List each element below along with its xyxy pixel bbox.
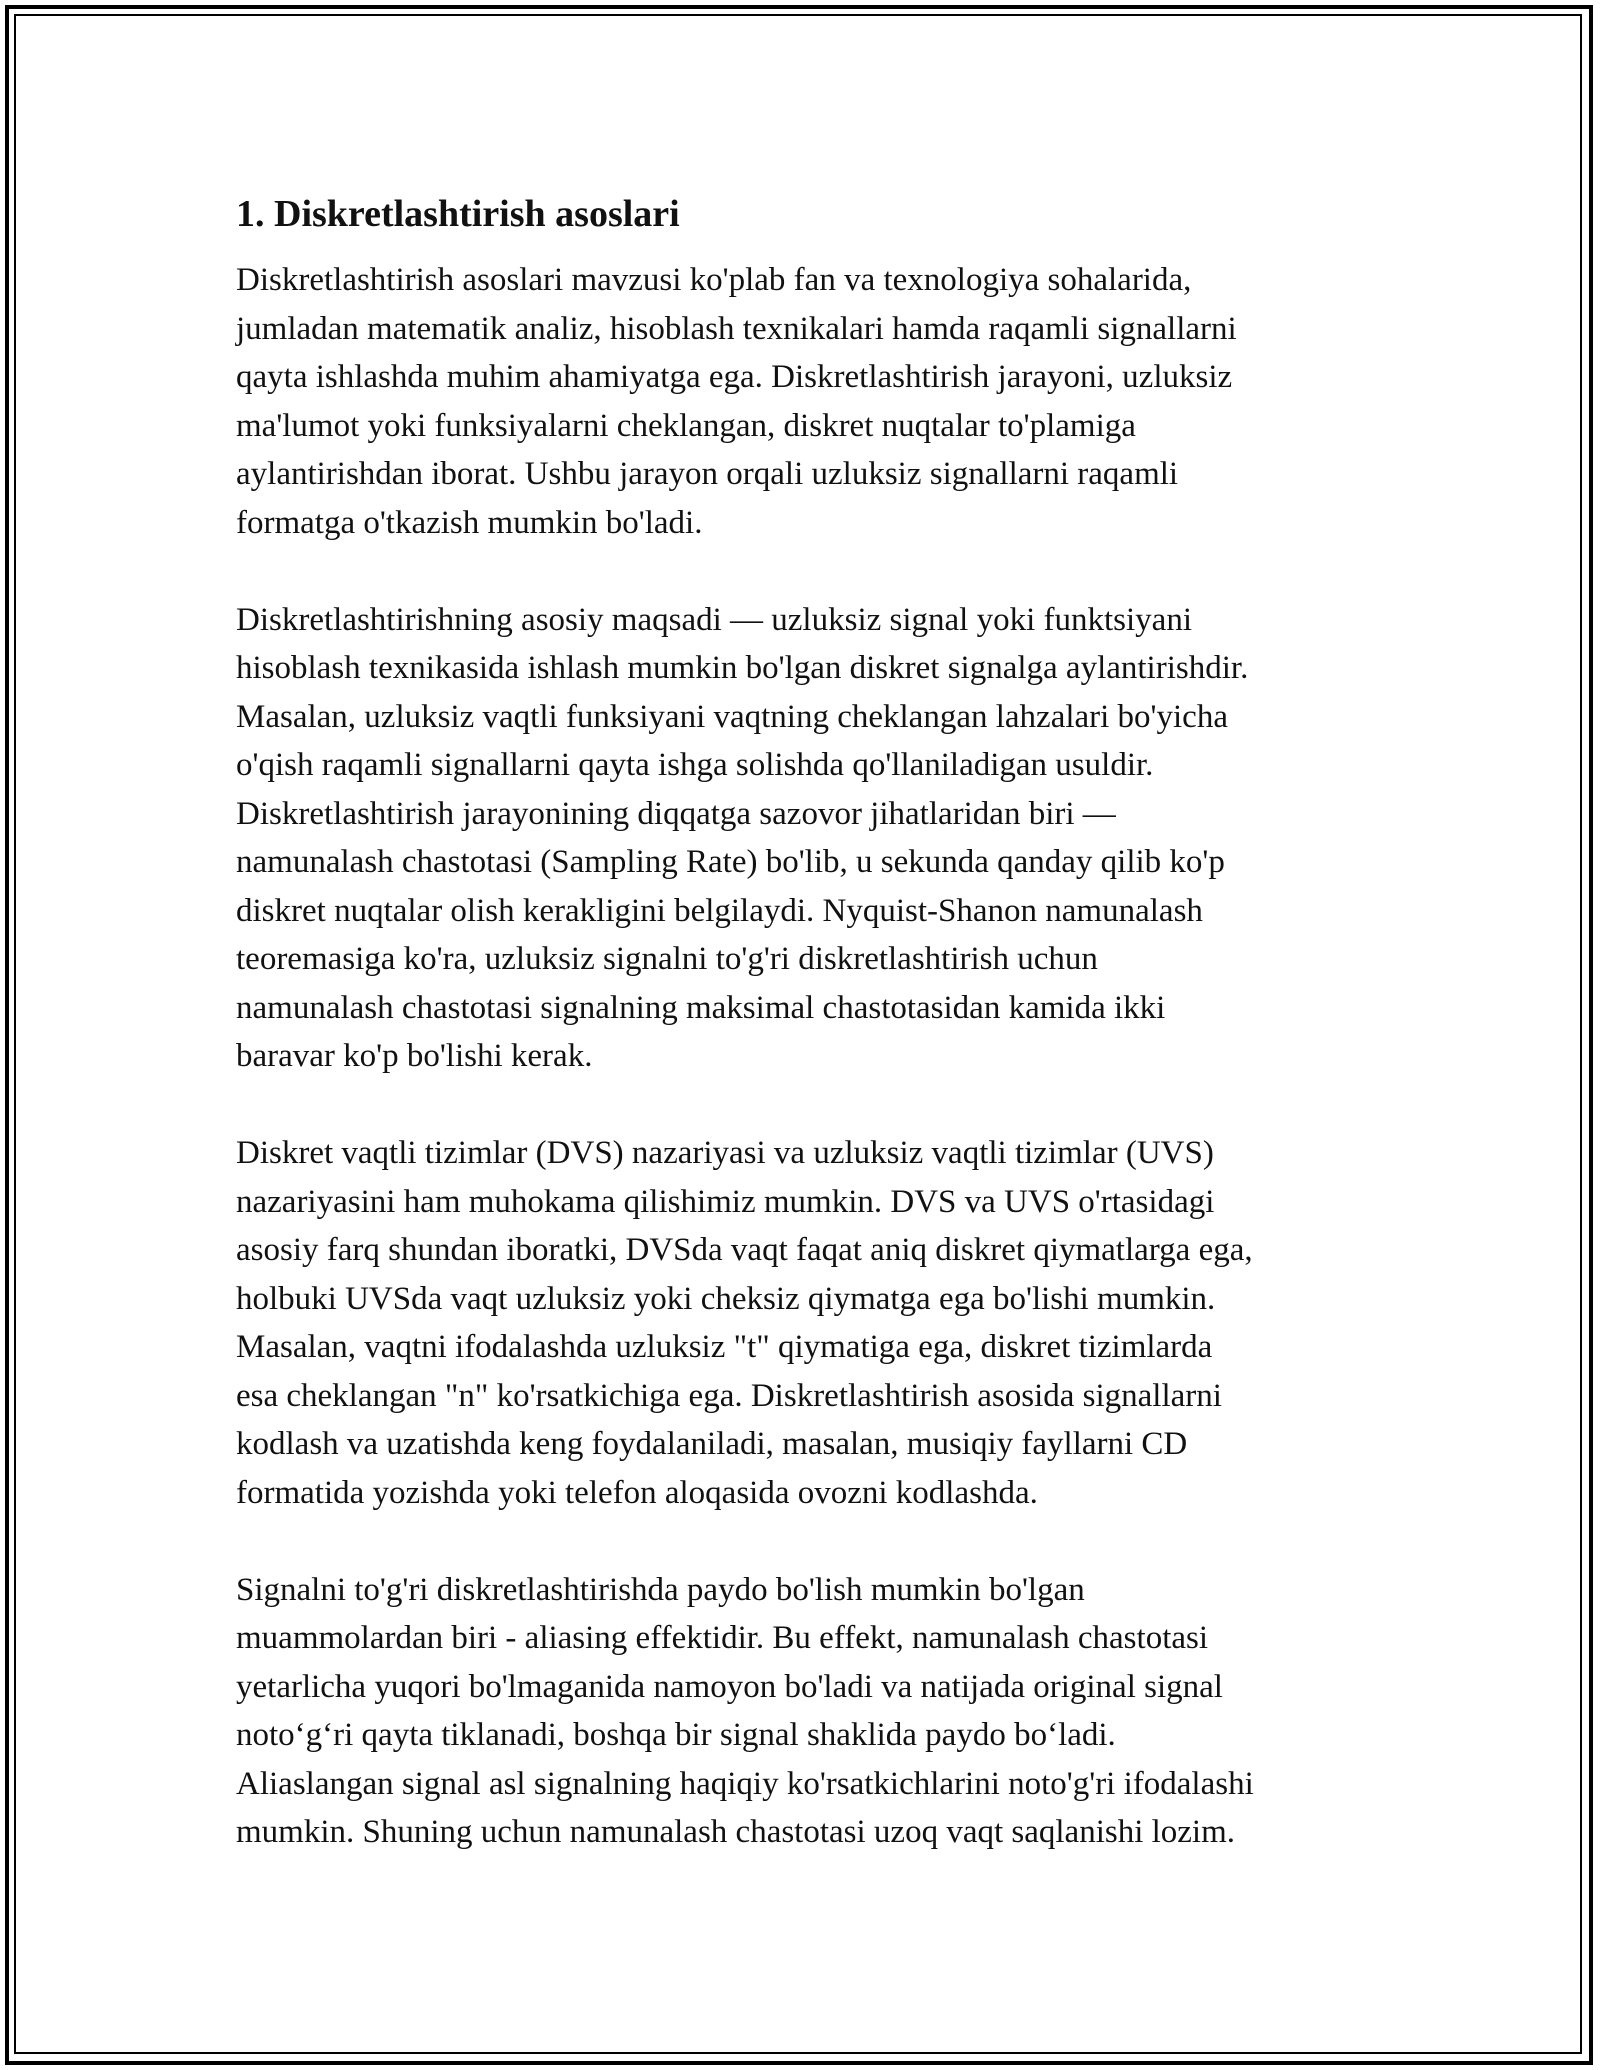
paragraph-aliasing: Signalni to'g'ri diskretlashtirishda paydo bo'lish mumkin bo'lgan muammolardan biri - aliasing effektidir. Bu effekt, namunalash chastotasi yetarlicha yuqori bo'lmaganida namoyon bo'ladi va natijada original signal noto‘g‘ri qayta tiklanadi, boshqa bir signal shaklida paydo bo‘ladi. Aliaslangan signal asl signalning haqiqiy ko'rsatkichlarini noto'g'ri ifodalashi mumkin. Shuning uchun namunalash chastotasi uzoq vaqt saqlanishi lozim. [236,1571,1254,1850]
section-heading: 1. Diskretlashtirish asoslari [236,193,680,235]
paragraph-intro: Diskretlashtirish asoslari mavzusi ko'plab fan va texnologiya sohalarida, jumladan matematik analiz, hisoblash texnikalari hamda raqamli signallarni qayta ishlashda muhim ahamiyatga ega. Diskretlashtirish jarayoni, uzluksiz ma'lumot yoki funksiyalarni cheklangan, diskret nuqtalar to'plamiga aylantirishdan iborat. Ushbu jarayon orqali uzluksiz signallarni raqamli formatga o'tkazish mumkin bo'ladi. [236,262,1237,541]
document-body [236,184,1396,1857]
paragraph-purpose: Diskretlashtirishning asosiy maqsadi — uzluksiz signal yoki funktsiyani hisoblash texnikasida ishlash mumkin bo'lgan diskret signalga aylantirishdir. Masalan, uzluksiz vaqtli funksiyani vaqtning cheklangan lahzalari bo'yicha o'qish raqamli signallarni qayta ishga solishda qo'llaniladigan usuldir. Diskretlashtirish jarayonining diqqatga sazovor jihatlaridan biri — namunalash chastotasi (Sampling Rate) bo'lib, u sekunda qanday qilib ko'p diskret nuqtalar olish kerakligini belgilaydi. Nyquist-Shanon namunalash teoremasiga ko'ra, uzluksiz signalni to'g'ri diskretlashtirish uchun namunalash chastotasi signalning maksimal chastotasidan kamida ikki baravar ko'p bo'lishi kerak. [236,601,1249,1074]
paragraph-dvs-uvs: Diskret vaqtli tizimlar (DVS) nazariyasi va uzluksiz vaqtli tizimlar (UVS) nazariyasini ham muhokama qilishimiz mumkin. DVS va UVS o'rtasidagi asosiy farq shundan iboratki, DVSda vaqt faqat aniq diskret qiymatlarga ega, holbuki UVSda vaqt uzluksiz yoki cheksiz qiymatga ega bo'lishi mumkin. Masalan, vaqtni ifodalashda uzluksiz "t" qiymatiga ega, diskret tizimlarda esa cheklangan "n" ko'rsatkichiga ega. Diskretlashtirish asosida signallarni kodlash va uzatishda keng foydalaniladi, masalan, musiqiy fayllarni CD formatida yozishda yoki telefon aloqasida ovozni kodlashda. [236,1135,1253,1511]
